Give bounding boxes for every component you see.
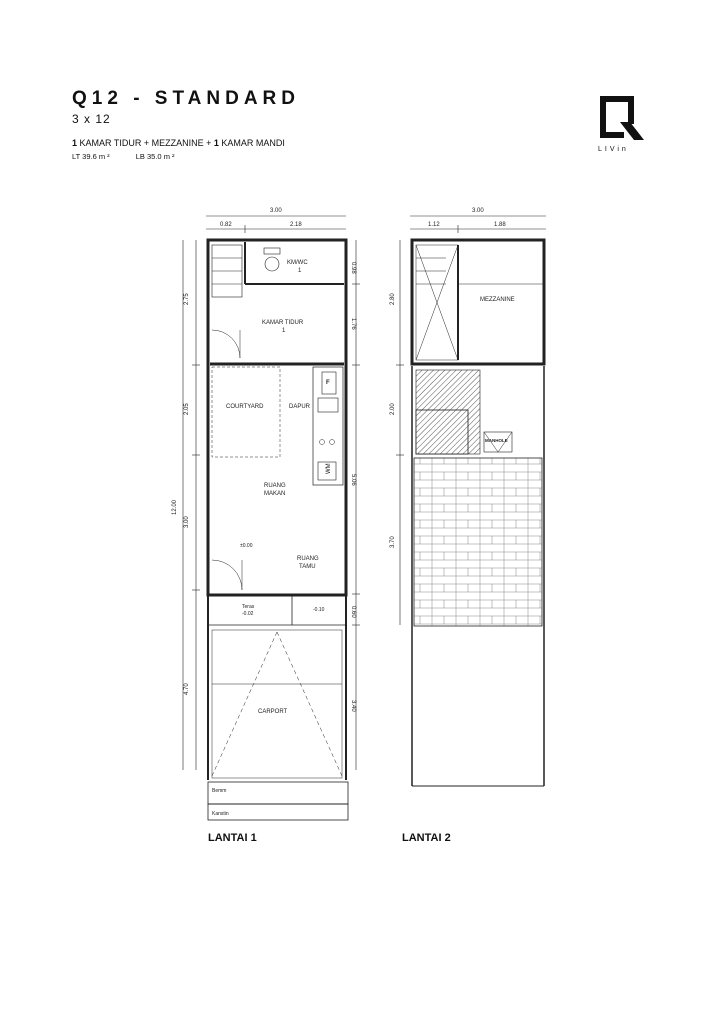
page-title: Q12 - STANDARD	[72, 88, 300, 109]
land-area: LT 39.6 m ²	[72, 152, 110, 161]
room-ruang-tamu-1: RUANG	[297, 556, 319, 562]
dim-top-right: 2.18	[290, 222, 302, 228]
level-minus-010: -0.10	[313, 607, 325, 613]
level-0: ±0.00	[240, 543, 253, 549]
dim-top-left: 0.82	[220, 222, 232, 228]
l2-dim-top-left: 1.12	[428, 222, 440, 228]
lantai-1-labels	[172, 208, 356, 817]
room-ruang-tamu-2: TAMU	[299, 564, 316, 570]
lantai-2-plan	[396, 216, 546, 786]
building-area: LB 35.0 m ²	[135, 152, 175, 161]
room-ruang-makan-2: MAKAN	[264, 491, 286, 497]
room-km-number: 1	[298, 268, 302, 274]
l2-dim-left-1: 2.80	[390, 293, 396, 305]
dim-right-2: 1.76	[350, 318, 356, 330]
dim-left-total: 12.00	[172, 499, 178, 515]
dim-right-4: 0.60	[350, 606, 356, 618]
manhole-label: MANHOLE	[485, 438, 508, 443]
l2-dim-top-right: 1.88	[494, 222, 506, 228]
fridge-label: F	[326, 380, 330, 386]
logo-text: LIVin	[598, 146, 629, 153]
dim-top-total: 3.00	[270, 208, 282, 214]
l2-dim-top-total: 3.00	[472, 208, 484, 214]
dim-left-3: 3.00	[184, 516, 190, 528]
dim-left-4: 4.70	[184, 683, 190, 695]
l2-dim-left-3: 3.70	[390, 536, 396, 548]
lantai-1-label: LANTAI 1	[208, 832, 257, 844]
teras-level: -0.02	[242, 611, 254, 617]
bedroom-count: 1	[72, 138, 78, 148]
unit-size: 3 x 12	[72, 112, 111, 126]
dim-right-3: 5.06	[350, 474, 356, 486]
room-courtyard: COURTYARD	[226, 404, 264, 410]
room-kamar-number: 1	[282, 328, 286, 334]
washing-machine-label: WM	[326, 463, 332, 474]
room-ruang-makan-1: RUANG	[264, 483, 286, 489]
room-mezzanine: MEZZANINE	[480, 297, 515, 303]
bemm-label: Bemm	[212, 788, 227, 794]
l2-dim-left-2: 2.00	[390, 403, 396, 415]
dim-left-1: 2.75	[184, 293, 190, 305]
dim-right-5: 3.40	[350, 700, 356, 712]
dim-left-2: 2.05	[184, 403, 190, 415]
dim-right-1: 0.98	[350, 262, 356, 274]
bathroom-label: KAMAR MANDI	[218, 138, 285, 148]
room-kamar-tidur: KAMAR TIDUR	[262, 320, 304, 326]
kanstin-label: Kanstin	[212, 811, 229, 817]
bathroom-count: 1	[213, 138, 219, 148]
room-carport: CARPORT	[258, 709, 288, 715]
room-teras: Teras	[242, 604, 255, 610]
lantai-2-label: LANTAI 2	[402, 832, 451, 844]
bedroom-label: KAMAR TIDUR + MEZZANINE +	[77, 138, 214, 148]
room-km-wc: KM/WC	[287, 260, 308, 266]
room-dapur: DAPUR	[289, 404, 311, 410]
lantai-1-plan	[183, 216, 360, 820]
